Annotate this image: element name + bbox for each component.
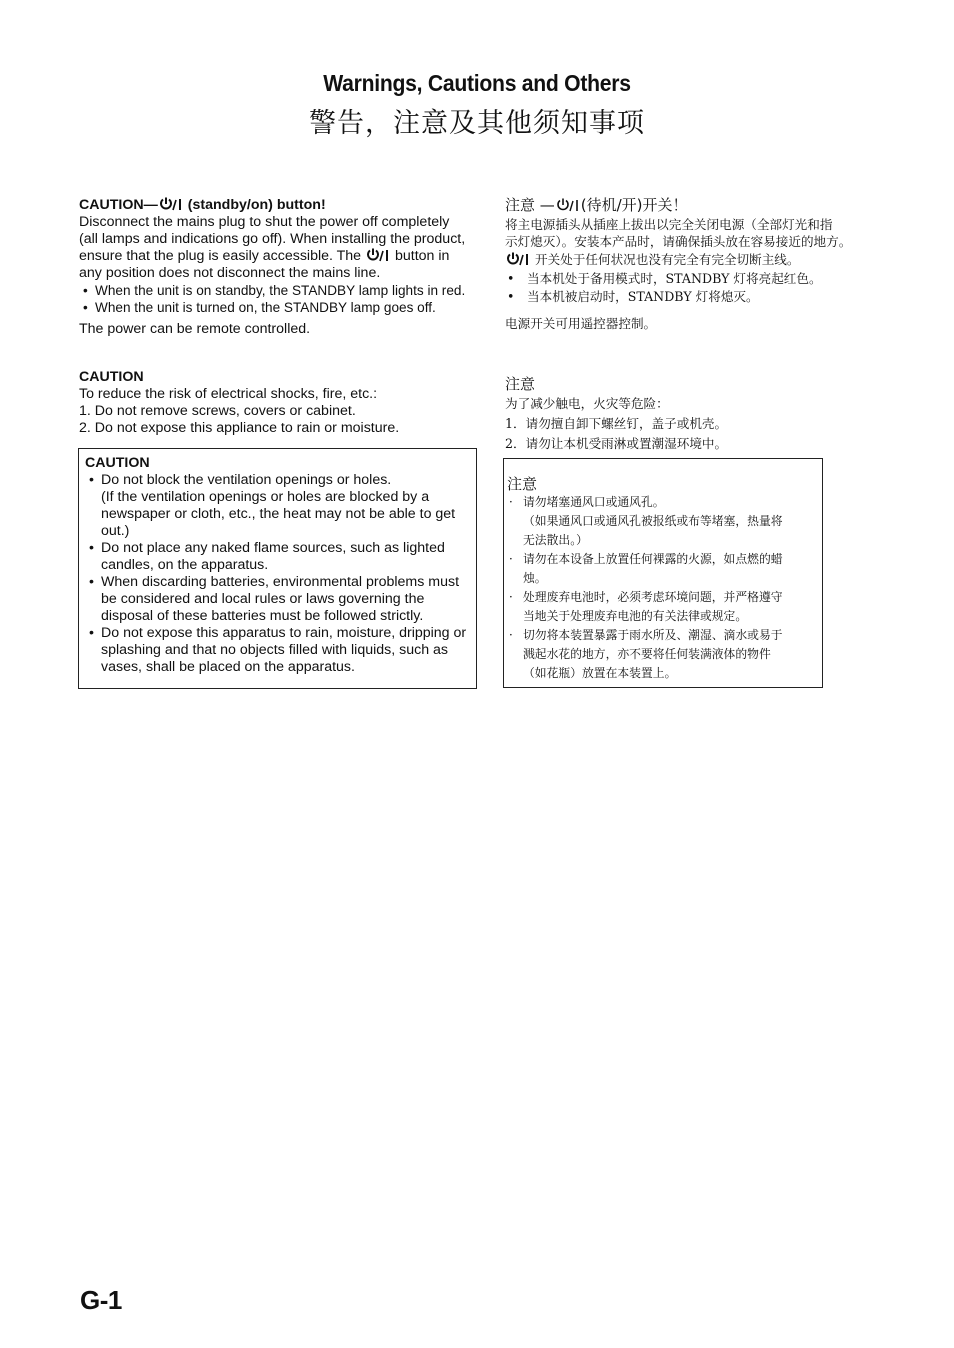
- page-title-en: Warnings, Cautions and Others: [323, 70, 631, 96]
- bullet-text: When the unit is on standby, the STANDBY lamp lights in red.: [95, 283, 466, 298]
- power-standby-icon: [555, 198, 581, 212]
- caution-box-heading: 注意: [507, 475, 538, 493]
- caution-item: 1. Do not remove screws, covers or cabinet.: [79, 403, 356, 419]
- standby-line: [79, 248, 484, 265]
- bullet-line: 处理废弃电池时，必须考虑环境问题，并严格遵守: [523, 590, 783, 604]
- bullet-line: Do not block the ventilation openings or holes.: [101, 472, 392, 488]
- list-item: • Do not place any naked flame sources, such as lighted candles, on the apparatus.: [85, 540, 470, 574]
- power-standby-icon: [505, 252, 531, 266]
- caution-intro: To reduce the risk of electrical shocks, fire, etc.:: [79, 386, 378, 402]
- standby-line-part: ensure that the plug is easily accessible. The: [79, 248, 362, 264]
- power-standby-icon: [365, 248, 391, 262]
- remote-note: The power can be remote controlled.: [79, 321, 311, 337]
- bullet-line: （如果通风口或通风孔被报纸或布等堵塞，热量将: [523, 514, 783, 528]
- list-item: · 请勿堵塞通风口或通风孔。 （如果通风口或通风孔被报纸或布等堵塞，热量将 无法散出。）: [507, 493, 819, 550]
- bullet-text: 当本机处于备用模式时，STANDBY 灯将亮起红色。: [527, 271, 822, 286]
- list-item: • When discarding batteries, environmental problems must be considered and local rules or laws governing the disposal of these batteries must be followed strictly.: [85, 574, 470, 625]
- page-title-zh: 警告，注意及其他须知事项: [309, 108, 645, 139]
- list-item: · 处理废弃电池时，必须考虑环境问题，并严格遵守 当地关于处理废弃电池的有关法律或规定。: [507, 588, 819, 626]
- bullet-line: out.): [101, 523, 130, 539]
- caution-heading: 注意: [505, 375, 536, 393]
- list-item: · 请勿在本设备上放置任何裸露的火源，如点燃的蜡 烛。: [507, 550, 819, 588]
- standby-line: 将主电源插头从插座上拔出以完全关闭电源（全部灯光和指: [505, 217, 833, 232]
- caution-item: 2．请勿让本机受雨淋或置潮湿环境中。: [505, 436, 728, 451]
- bullet-text: 当本机被启动时，STANDBY 灯将熄灭。: [527, 289, 759, 304]
- caution-en: [79, 369, 479, 437]
- caution-heading: CAUTION: [79, 369, 144, 385]
- standby-line: [505, 250, 925, 270]
- bullet-text: When the unit is turned on, the STANDBY lamp goes off.: [95, 300, 436, 315]
- power-standby-icon: [158, 197, 184, 211]
- bullet-line: disposal of these batteries must be followed strictly.: [101, 608, 424, 624]
- bullet-line: vases, shall be placed on the apparatus.: [101, 659, 355, 675]
- standby-heading-en: [79, 197, 484, 214]
- bullet-line: 无法散出。）: [523, 533, 588, 547]
- caution-box-zh: [503, 458, 823, 688]
- bullet-line: candles, on the apparatus.: [101, 557, 269, 573]
- bullet-line: When discarding batteries, environmental problems must: [101, 574, 460, 590]
- remote-note: 电源开关可用遥控器控制。: [505, 316, 657, 331]
- caution-item: 1．请勿擅自卸下螺丝钉，盖子或机壳。: [505, 416, 728, 431]
- bullet-line: 切勿将本装置暴露于雨水所及、潮湿、滴水或易于: [523, 628, 783, 642]
- standby-line: 示灯熄灭）。安装本产品时，请确保插头放在容易接近的地方。: [505, 234, 852, 249]
- list-item: • 当本机被启动时，STANDBY 灯将熄灭。: [507, 289, 759, 304]
- bullet-line: 请勿在本设备上放置任何裸露的火源，如点燃的蜡: [523, 552, 783, 566]
- bullet-line: Do not place any naked flame sources, such as lighted: [101, 540, 445, 556]
- standby-heading-suffix: (standby/on) button!: [183, 197, 326, 213]
- bullet-line: be considered and local rules or laws governing the: [101, 591, 425, 607]
- bullet-line: （如花瓶）放置在本装置上。: [523, 666, 677, 680]
- page-number: G-1: [80, 1285, 122, 1315]
- standby-line-part: button in: [394, 248, 450, 264]
- standby-line: (all lamps and indications go off). When installing the product,: [79, 231, 466, 247]
- bullet-line: newspaper or cloth, etc., the heat may not be able to get: [101, 506, 456, 522]
- standby-heading-prefix: CAUTION—: [79, 197, 158, 213]
- bullet-line: Do not expose this apparatus to rain, moisture, dripping or: [101, 625, 467, 641]
- caution-item: 2. Do not expose this appliance to rain or moisture.: [79, 420, 400, 436]
- caution-box-en: [78, 448, 477, 689]
- list-item: • When the unit is turned on, the STANDBY lamp goes off.: [83, 300, 436, 315]
- standby-line: Disconnect the mains plug to shut the power off completely: [79, 214, 450, 230]
- standby-line: any position does not disconnect the mains line.: [79, 265, 381, 281]
- caution-zh: [505, 374, 905, 454]
- list-item: • Do not block the ventilation openings or holes. (If the ventilation openings or holes are blocked by a newspaper or cloth, etc., the heat may not be able to get out.): [85, 472, 470, 540]
- standby-heading-suffix: (待机/开)开关！: [580, 196, 688, 214]
- bullet-line: 请勿堵塞通风口或通风孔。: [523, 495, 665, 509]
- standby-caution-zh: [505, 196, 925, 333]
- list-item: • Do not expose this apparatus to rain, moisture, dripping or splashing and that no objects filled with liquids, such as vases, shall be placed on the apparatus.: [85, 625, 470, 676]
- standby-line-part: 开关处于任何状况也没有完全有完全切断主线。: [535, 252, 800, 267]
- list-item: • When the unit is on standby, the STANDBY lamp lights in red.: [83, 283, 466, 298]
- standby-caution-en: [79, 197, 484, 338]
- bullet-line: (If the ventilation openings or holes are blocked by a: [101, 489, 430, 505]
- caution-box-heading: CAUTION: [85, 455, 150, 471]
- bullet-line: 烛。: [523, 571, 547, 585]
- bullet-line: 当地关于处理废弃电池的有关法律或规定。: [523, 609, 748, 623]
- bullet-line: 溅起水花的地方，亦不要将任何装满液体的物件: [523, 647, 771, 661]
- bullet-line: splashing and that no objects filled with liquids, such as: [101, 642, 449, 658]
- standby-heading-prefix: 注意 —: [505, 196, 555, 214]
- caution-intro: 为了减少触电，火灾等危险：: [505, 396, 669, 411]
- list-item: • 当本机处于备用模式时，STANDBY 灯将亮起红色。: [507, 271, 822, 286]
- caution-box-list: [507, 493, 819, 683]
- standby-heading-zh: [505, 196, 925, 214]
- list-item: · 切勿将本装置暴露于雨水所及、潮湿、滴水或易于 溅起水花的地方，亦不要将任何装满液体的物件 （如花瓶）放置在本装置上。: [507, 626, 819, 683]
